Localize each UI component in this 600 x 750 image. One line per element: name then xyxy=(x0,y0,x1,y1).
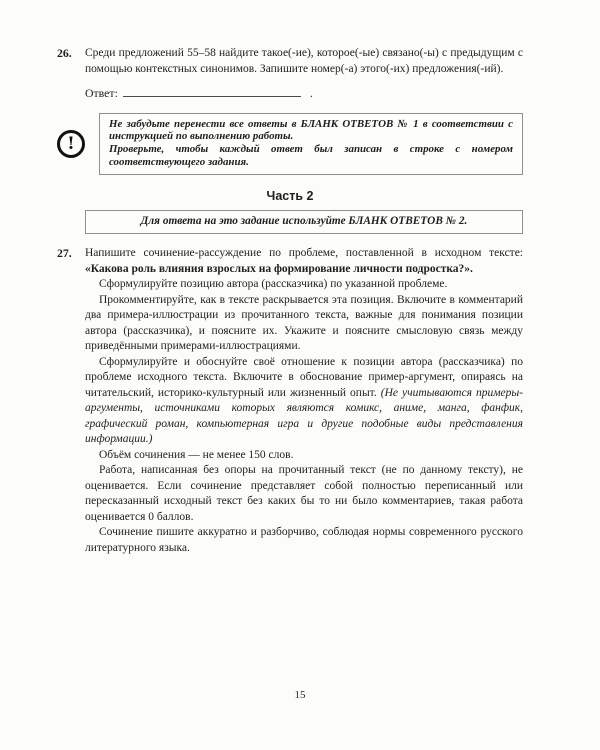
task-26-body xyxy=(85,46,523,102)
part-2-instruction-box: Для ответа на это задание используйте БЛАНК ОТВЕТОВ № 2. xyxy=(85,210,523,234)
task-27-paragraph-5: Работа, написанная без опоры на прочитанный текст (не по данному тексту), не оценивается. Если сочинение представляет собой полностью переписанный или пересказанный исходный текст без каких бы то ни было комментариев, такая работа оценивается 0 баллов. xyxy=(85,464,523,523)
exclamation-icon: ! xyxy=(57,130,85,158)
task-27-paragraph-2: Прокомментируйте, как в тексте раскрывается эта позиция. Включите в комментарий два примера-иллюстрации из прочитанного текста, важные для понимания позиции автора (рассказчика), и поясните их. Укажите и поясните смысловую связь между приведёнными примерами-иллюстрациями. xyxy=(85,293,523,353)
task-27-body xyxy=(85,246,523,556)
answer-blank-line xyxy=(123,85,301,97)
task-27-paragraph-3-italic: (Не учитываются примеры-аргументы, источниками которых являются комикс, аниме, манга, фанфик, графический роман, компьютерная игра и другие подобные виды представления информации.) xyxy=(85,386,524,446)
answer-suffix: . xyxy=(309,86,313,100)
task-27 xyxy=(57,246,523,556)
notice-box xyxy=(99,113,523,176)
task-26 xyxy=(57,46,523,102)
task-27-intro xyxy=(85,246,523,277)
task-27-number: 27. xyxy=(57,246,72,261)
task-26-text: Среди предложений 55–58 найдите такое(-ие), которое(-ые) связано(-ы) с предыдущим с помощью контекстных синонимов. Запишите номер(-а) этого(-их) предложения(-ий). xyxy=(85,47,523,75)
task-27-paragraph-1: Сформулируйте позицию автора (рассказчика) по указанной проблеме. xyxy=(99,278,448,291)
page-number: 15 xyxy=(294,689,306,701)
part-2-heading: Часть 2 xyxy=(266,189,314,204)
task-27-paragraph-4: Объём сочинения — не менее 150 слов. xyxy=(99,448,294,461)
task-27-paragraph-3 xyxy=(85,355,523,448)
task-27-problem-quote: «Какова роль влияния взрослых на формирование личности подростка?». xyxy=(85,262,473,275)
notice-line-1: Не забудьте перенести все ответы в БЛАНК ОТВЕТОВ № 1 в соответствии с инструкцией по выполнению работы. xyxy=(109,117,513,143)
page-content xyxy=(57,46,523,556)
task-26-number: 26. xyxy=(57,46,72,60)
answer-label: Ответ: xyxy=(85,86,118,100)
task-27-paragraph-3-plain: Сформулируйте и обоснуйте своё отношение к позиции автора (рассказчика) по проблеме исходного текста. Включите в обоснование пример-аргумент, опираясь на читательский, историко-культурный или жизненный опыт. xyxy=(85,355,523,399)
task-26-answer-row xyxy=(85,85,523,102)
notice-line-2: Проверьте, чтобы каждый ответ был записан в строке с номером соответствующего задания. xyxy=(109,143,513,169)
transfer-answers-notice xyxy=(57,113,523,176)
task-27-paragraph-6: Сочинение пишите аккуратно и разборчиво, соблюдая нормы современного русского литературного языка. xyxy=(85,526,523,554)
task-27-intro-text: Напишите сочинение-рассуждение по проблеме, поставленной в исходном тексте: xyxy=(85,247,523,260)
